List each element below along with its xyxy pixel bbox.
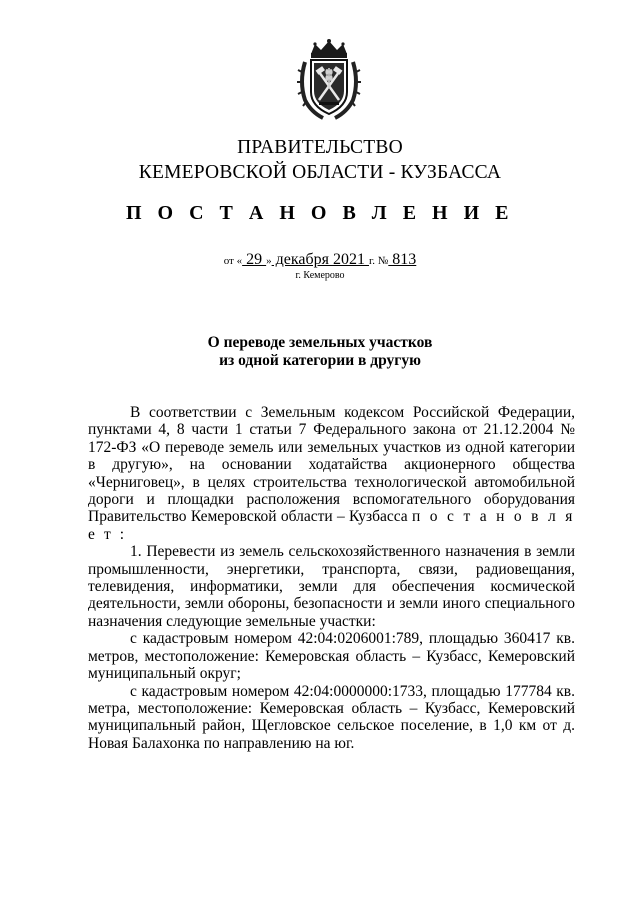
resolves-text: п о с т а н о в л я е т : bbox=[88, 508, 575, 543]
date-quote-close: » bbox=[266, 255, 272, 267]
government-title-line2: КЕМЕРОВСКОЙ ОБЛАСТИ - КУЗБАССА bbox=[138, 162, 502, 183]
document-number: 813 bbox=[388, 251, 417, 268]
date-prefix: от « bbox=[223, 255, 243, 267]
document-type-heading: П О С Т А Н О В Л Е Н И Е bbox=[126, 202, 514, 224]
subject-line2: из одной категории в другую bbox=[219, 352, 421, 369]
parcel2-paragraph: с кадастровым номером 42:04:0000000:1733, площадью 177784 кв. метра, местоположение: Кемеровская область – Кузбасс, Кемеровский муниципальный район, Щегловское сельское поселение, в 1,0 км от д. Новая Балахонка по направлению на юг. bbox=[88, 682, 575, 752]
item1-paragraph: 1. Перевести из земель сельскохозяйственного назначения в земли промышленности, энергетики, транспорта, связи, радиовещания, телевидения, информатики, земли для обеспечения космической деятельности, земли обороны, безопасности и земли иного специального назначения следующие земельные участки: bbox=[88, 543, 575, 630]
document-city: г. Кемерово bbox=[295, 270, 345, 281]
intro-text: В соответствии с Земельным кодексом Российской Федерации, пунктами 4, 8 части 1 статьи 7 Федерального закона от 21.12.2004 № 172-ФЗ «О переводе земель или земельных участков из одной категории в другую», на основании ходатайства акционерного общества «Черниговец», в целях строительства технологической автомобильной дороги и площадки расположения вспомогательного оборудования Правительство Кемеровской области – Кузбасса bbox=[88, 404, 575, 526]
government-title-line1: ПРАВИТЕЛЬСТВО bbox=[237, 137, 403, 158]
intro-paragraph bbox=[88, 404, 575, 543]
date-suffix: г. № bbox=[369, 255, 389, 267]
date-day: 29 bbox=[242, 251, 267, 268]
parcel1-paragraph: с кадастровым номером 42:04:0206001:789, площадью 360417 кв. метров, местоположение: Кемеровская область – Кузбасс, Кемеровский муниципальный округ; bbox=[88, 630, 575, 683]
coat-of-arms-icon bbox=[297, 38, 361, 122]
document-body bbox=[88, 404, 575, 752]
date-month-year: декабря 2021 bbox=[271, 251, 369, 268]
document-date-line bbox=[0, 251, 640, 269]
subject-line1: О переводе земельных участков bbox=[207, 334, 433, 351]
